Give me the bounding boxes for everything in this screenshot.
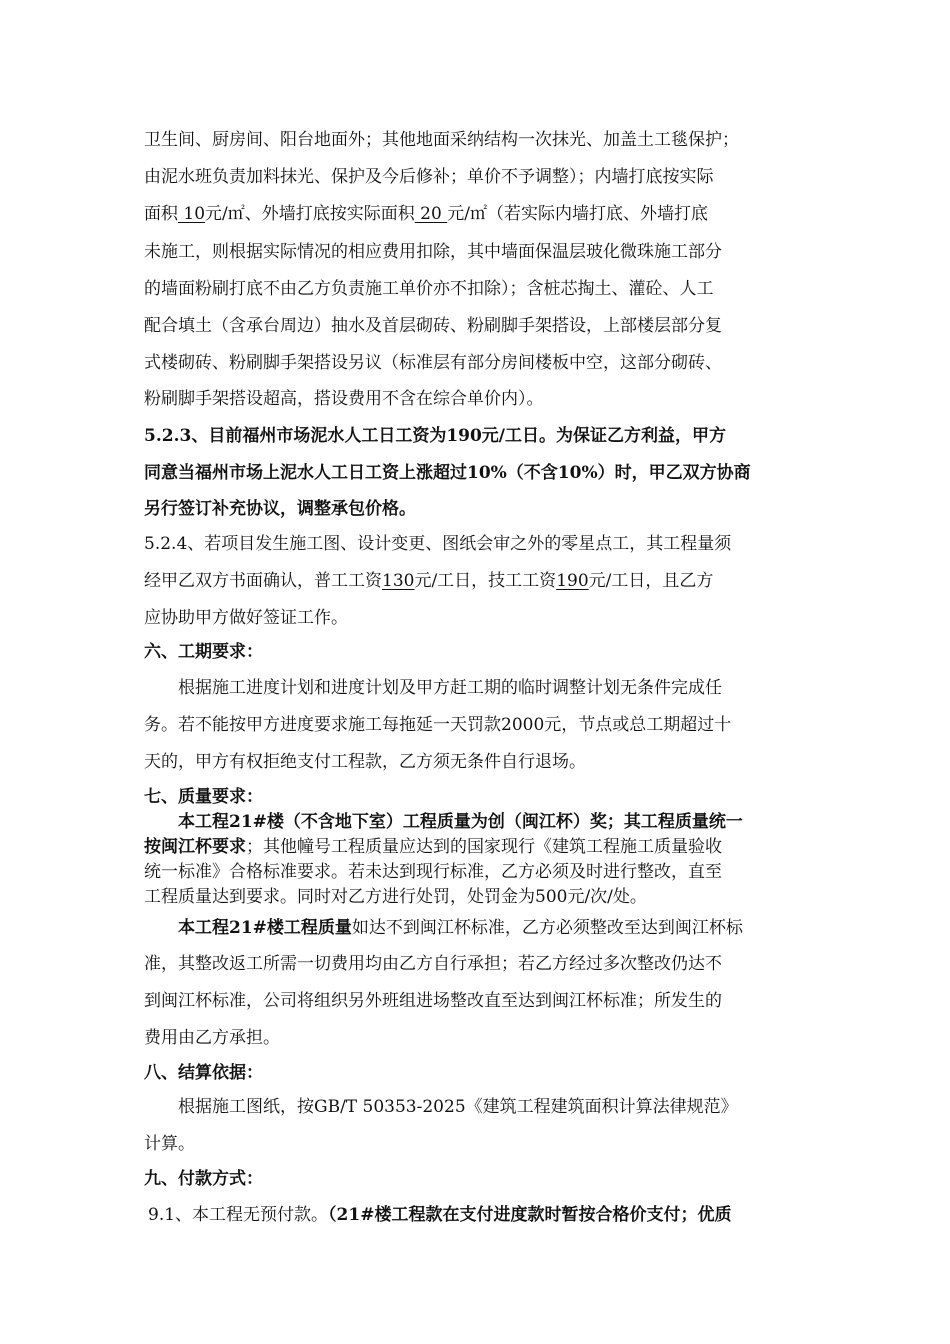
text-line: 本工程21#楼工程质量如达不到闽江杯标准，乙方必须整改至达到闽江杯标 xyxy=(178,918,743,938)
section-heading: 九、付款方式： xyxy=(144,1169,263,1189)
clause-9-1: 9.1、本工程无预付款。（21#楼工程款在支付进度款时暂按合格价支付；优质 xyxy=(148,1205,732,1225)
interior-plaster-price: 10 xyxy=(178,204,206,224)
exterior-plaster-price: 20 xyxy=(414,204,448,224)
text-line: 的墙面粉刷打底不由乙方负责施工单价亦不扣除）；含桩芯掏土、灌砼、人工 xyxy=(144,279,714,299)
text-line: 经甲乙双方书面确认，普工工资130元/工日，技工工资190元/工日，且乙方 xyxy=(144,571,714,591)
text-line: 到闽江杯标准，公司将组织另外班组进场整改直至达到闽江杯标准；所发生的 xyxy=(144,991,722,1011)
text-line: 工程质量达到要求。同时对乙方进行处罚，处罚金为500元/次/处。 xyxy=(144,887,647,907)
text-line: 费用由乙方承担。 xyxy=(144,1028,280,1048)
text-line: 准，其整改返工所需一切费用均由乙方自行承担；若乙方经过多次整改仍达不 xyxy=(144,954,722,974)
general-worker-wage: 130 xyxy=(382,571,415,591)
text-line: 应协助甲方做好签证工作。 xyxy=(144,608,348,628)
text-line: 根据施工图纸，按GB/T 50353-2025《建筑工程建筑面积计算法律规范》 xyxy=(178,1097,738,1117)
text-line: 未施工，则根据实际情况的相应费用扣除，其中墙面保温层玻化微珠施工部分 xyxy=(144,242,722,262)
text-line: 同意当福州市场上泥水人工日工资上涨超过10%（不含10%）时，甲乙双方协商 xyxy=(144,463,751,483)
text-line: 计算。 xyxy=(144,1134,195,1154)
text-line: 根据施工进度计划和进度计划及甲方赶工期的临时调整计划无条件完成任 xyxy=(178,678,722,698)
section-heading: 七、质量要求： xyxy=(144,787,263,807)
text-line: 面积 10元/㎡、外墙打底按实际面积 20 元/㎡（若实际内墙打底、外墙打底 xyxy=(144,204,708,224)
text-line: 另行签订补充协议，调整承包价格。 xyxy=(144,499,416,519)
clause-5-2-4: 5.2.4、若项目发生施工图、设计变更、图纸会审之外的零星点工，其工程量须 xyxy=(144,534,732,554)
clause-5-2-3: 5.2.3、目前福州市场泥水人工日工资为190元/工日。为保证乙方利益，甲方 xyxy=(144,426,727,446)
text-line: 本工程21#楼（不含地下室）工程质量为创（闽江杯）奖；其工程质量统一 xyxy=(178,812,743,832)
text-line: 卫生间、厨房间、阳台地面外；其他地面采纳结构一次抹光、加盖土工毯保护； xyxy=(144,130,739,150)
text-line: 按闽江杯要求；其他幢号工程质量应达到的国家现行《建筑工程施工质量验收 xyxy=(144,837,722,857)
text-line: 式楼砌砖、粉刷脚手架搭设另议（标准层有部分房间楼板中空，这部分砌砖、 xyxy=(144,353,722,373)
text-line: 配合填土（含承台周边）抽水及首层砌砖、粉刷脚手架搭设，上部楼层部分复 xyxy=(144,316,722,336)
text-line: 由泥水班负责加料抹光、保护及今后修补；单价不予调整）；内墙打底按实际 xyxy=(144,167,714,187)
section-heading: 六、工期要求： xyxy=(144,642,263,662)
text-line: 务。若不能按甲方进度要求施工每拖延一天罚款2000元，节点或总工期超过十 xyxy=(144,715,732,735)
text-line: 统一标准》合格标准要求。若未达到现行标准，乙方必须及时进行整改，直至 xyxy=(144,862,722,882)
text-line: 天的，甲方有权拒绝支付工程款，乙方须无条件自行退场。 xyxy=(144,752,586,772)
section-heading: 八、结算依据： xyxy=(144,1063,263,1083)
text-line: 粉刷脚手架搭设超高，搭设费用不含在综合单价内）。 xyxy=(144,389,544,409)
skilled-worker-wage: 190 xyxy=(556,571,589,591)
